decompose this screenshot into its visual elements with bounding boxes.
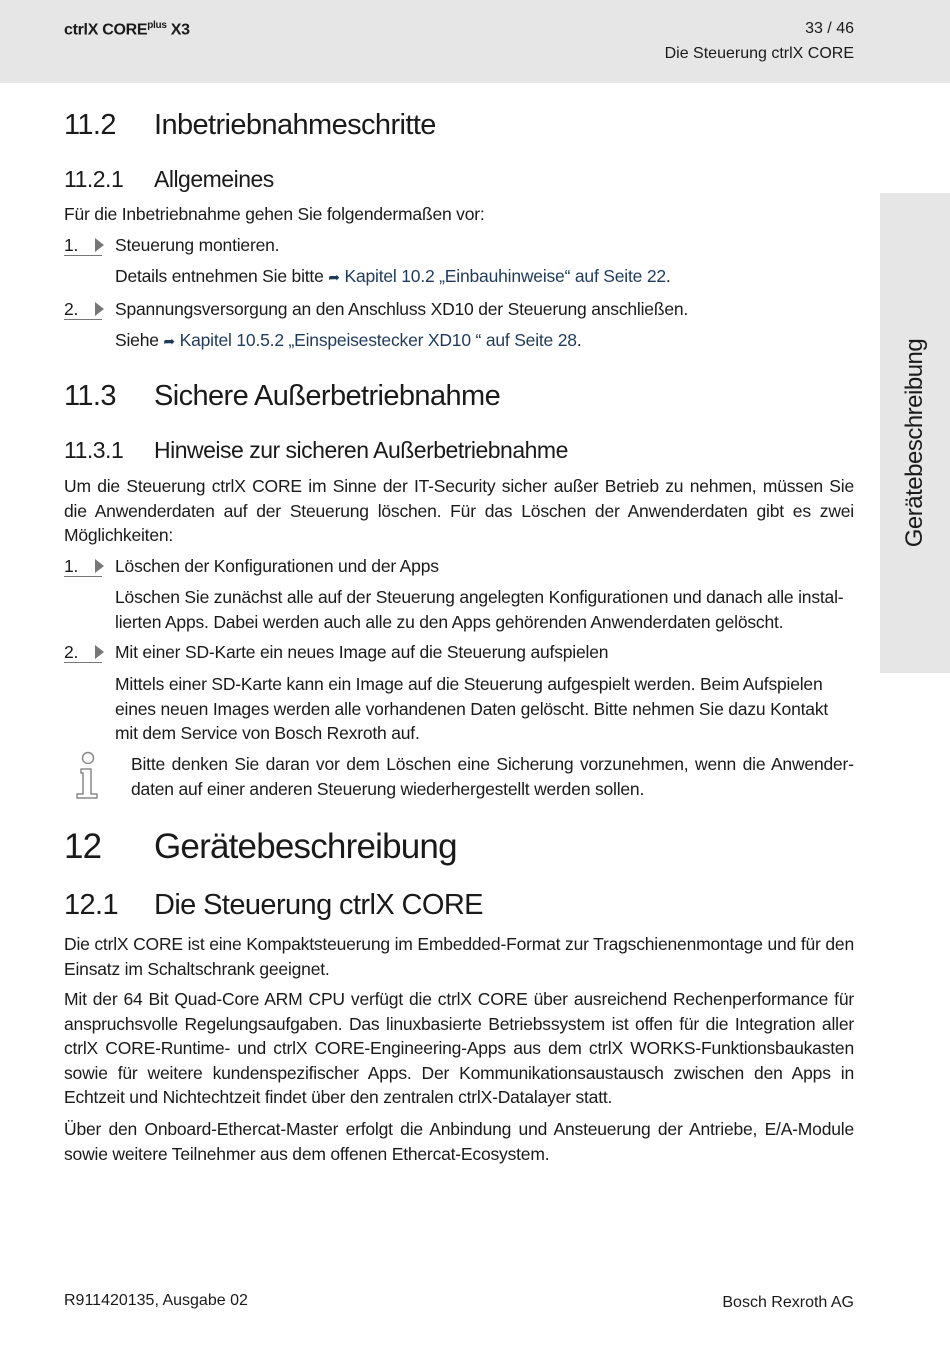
step-detail: Löschen Sie zunächst alle auf der Steuerung angelegten Konfigurationen und danach alle installierten Apps. Dabei werden auch alle zu den Apps gehörenden Anwenderdaten gelöscht. <box>115 587 844 632</box>
step-detail: Details entnehmen Sie bitte ➦ Kapitel 10.2 „Einbauhinweise“ auf Seite 22. <box>115 266 671 286</box>
step-number: 2. <box>64 640 102 663</box>
document-number: R911420135, Ausgabe 02 <box>64 1292 248 1309</box>
step-text: Mit einer SD-Karte ein neues Image auf die Steuerung aufspielen <box>115 642 609 662</box>
arrow-icon <box>95 559 104 573</box>
heading-11-2-1: 11.2.1 Allgemeines <box>64 166 274 192</box>
info-icon <box>72 751 104 799</box>
cross-reference-link[interactable]: Kapitel 10.5.2 „Einspeisestecker XD10 “ auf Seite 28 <box>179 330 577 350</box>
paragraph: Die ctrlX CORE ist eine Kompaktsteuerung im Embedded-Format zur Tragschienenmontage und für den Einsatz im Schaltschrank geeignet. <box>64 934 854 979</box>
page-header <box>0 0 950 83</box>
step-text: Löschen der Konfigurationen und der Apps <box>115 556 439 576</box>
heading-11-3: 11.3 Sichere Außerbetriebnahme <box>64 380 501 412</box>
paragraph: Für die Inbetriebnahme gehen Sie folgendermaßen vor: <box>64 204 485 224</box>
heading-12: 12 Gerätebeschreibung <box>64 827 457 866</box>
step-detail: Mittels einer SD-Karte kann ein Image auf die Steuerung aufgespielt werden. Beim Aufspielen eines neuen Images werden alle vorhandenen Daten gelöscht. Bitte nehmen Sie dazu Kontakt mit dem Service von Bosch Rexroth auf. <box>115 674 829 743</box>
heading-11-3-1: 11.3.1 Hinweise zur sicheren Außerbetriebnahme <box>64 437 568 463</box>
note-text: Bitte denken Sie daran vor dem Löschen eine Sicherung vorzunehmen, wenn die Anwenderdaten auf einer anderen Steuerung wiederhergestellt werden sollen. <box>131 754 854 799</box>
company-name: Bosch Rexroth AG <box>722 1294 854 1311</box>
paragraph: Mit der 64 Bit Quad-Core ARM CPU verfügt die ctrlX CORE über ausreichend Rechenperformance für anspruchsvolle Regelungsaufgaben. Das linuxbasierte Betriebssystem ist offen für die Integration aller ctrlX CORE-Runtime- und ctrlX CORE-Engineering-Apps aus dem ctrlX WORKS-Funktionsbaukasten sowie für weitere kundenspezifischer Apps. Der Kommunikationsaustausch zwischen den Apps in Echtzeit und Nichtechtzeit findet über den zentralen ctrlX-Datalayer statt. <box>64 989 854 1107</box>
step-number: 2. <box>64 297 102 320</box>
heading-11-2: 11.2 Inbetriebnahmeschritte <box>64 109 436 141</box>
page-number: 33 / 46 <box>805 20 854 37</box>
chapter-side-tab-label: Gerätebeschreibung <box>901 338 928 548</box>
arrow-icon <box>95 238 104 252</box>
product-name: ctrlX $CORE^{plus}$ X3 <box>64 20 190 39</box>
header-section-title: Die Steuerung ctrlX CORE <box>664 45 854 62</box>
link-arrow-icon: ➦ <box>163 333 175 349</box>
step-number: 1. <box>64 233 102 256</box>
link-arrow-icon: ➦ <box>328 269 340 285</box>
arrow-icon <box>95 302 104 316</box>
step-number: 1. <box>64 554 102 577</box>
step-text: Steuerung montieren. <box>115 235 280 255</box>
heading-12-1: 12.1 Die Steuerung ctrlX CORE <box>64 889 483 921</box>
step-detail: Siehe ➦ Kapitel 10.5.2 „Einspeisestecker XD10 “ auf Seite 28. <box>115 330 582 350</box>
paragraph: Um die Steuerung ctrlX CORE im Sinne der IT-Security sicher außer Betrieb zu nehmen, müssen Sie die Anwenderdaten auf der Steuerung löschen. Für das Löschen der Anwenderdaten gibt es zwei Möglichkeiten: <box>64 476 854 545</box>
paragraph: Über den Onboard-Ethercat-Master erfolgt die Anbindung und Ansteuerung der Antriebe, E/A-Module sowie weitere Teilnehmer aus dem offenen Ethercat-Ecosystem. <box>64 1119 854 1164</box>
step-text: Spannungsversorgung an den Anschluss XD10 der Steuerung anschließen. <box>115 299 689 319</box>
cross-reference-link[interactable]: Kapitel 10.2 „Einbauhinweise“ auf Seite 22 <box>344 266 666 286</box>
chapter-side-tab <box>880 193 950 673</box>
arrow-icon <box>95 645 104 659</box>
